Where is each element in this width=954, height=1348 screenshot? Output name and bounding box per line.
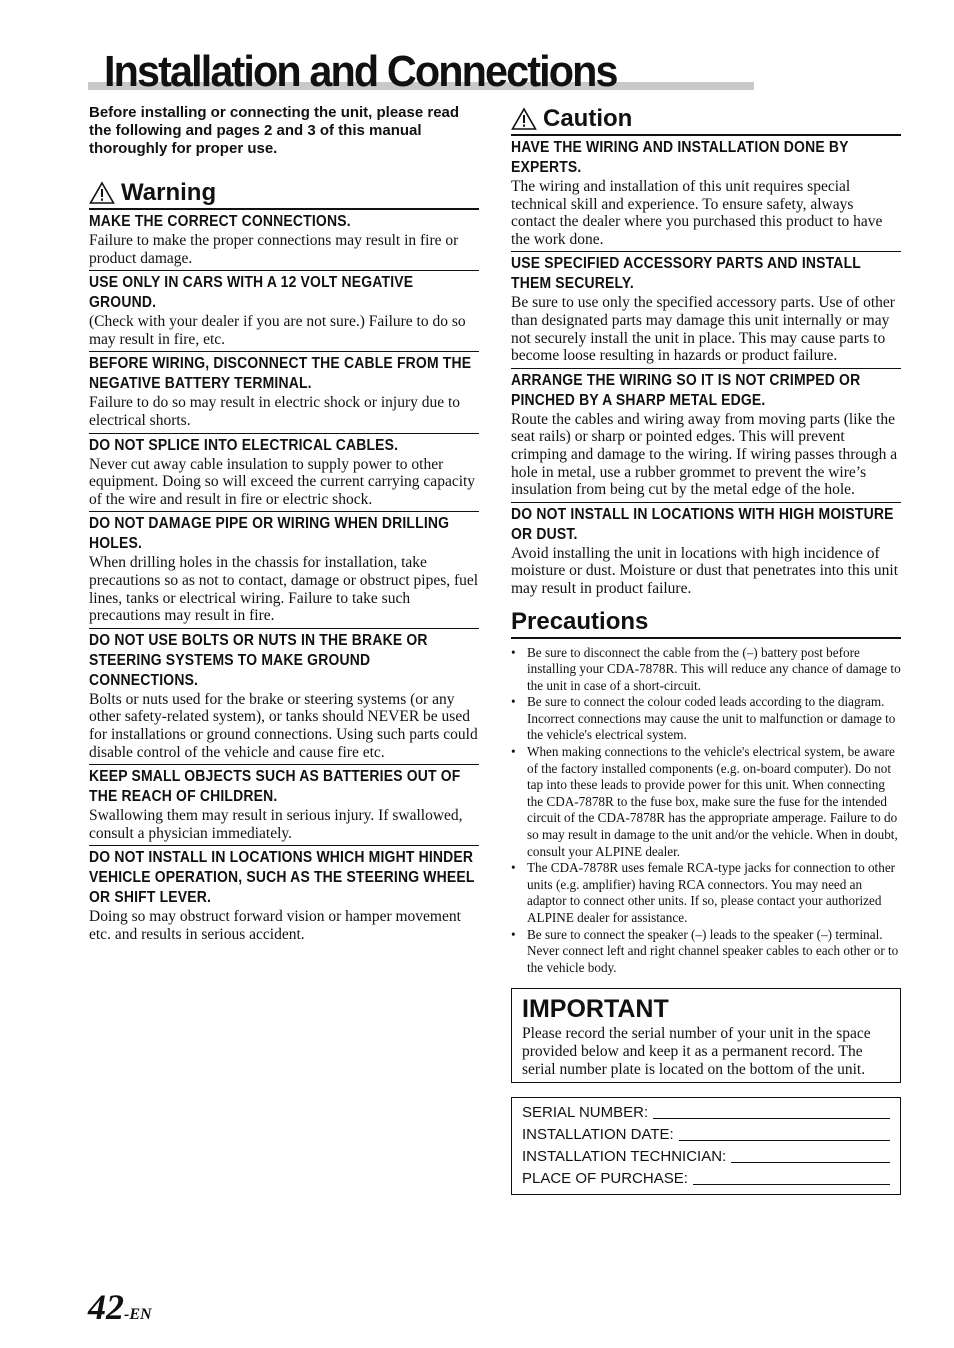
warning-item — [89, 846, 479, 946]
caution-triangle-icon — [511, 107, 537, 131]
warning-item — [89, 352, 479, 433]
warning-item-title: DO NOT INSTALL IN LOCATIONS WHICH MIGHT HINDER VEHICLE OPERATION, SUCH AS THE STEERING WHEEL OR SHIFT LEVER. — [89, 849, 475, 907]
place-of-purchase-line — [693, 1183, 890, 1185]
caution-heading — [511, 104, 901, 136]
warning-item-body: Swallowing them may result in serious injury. If swallowed, consult a physician immediately. — [89, 807, 463, 842]
precautions-heading: Precautions — [511, 607, 901, 639]
page-number — [88, 1286, 152, 1328]
place-of-purchase-label: PLACE OF PURCHASE: — [522, 1170, 688, 1188]
page-number-value: 42 — [88, 1287, 124, 1327]
bullet-icon: • — [511, 644, 516, 660]
list-item — [511, 645, 901, 695]
warning-item-body: Failure to do so may result in electric shock or injury due to electrical shorts. — [89, 394, 461, 429]
installation-technician-label: INSTALLATION TECHNICIAN: — [522, 1148, 727, 1166]
warning-item-title: BEFORE WIRING, DISCONNECT THE CABLE FROM THE NEGATIVE BATTERY TERMINAL. — [89, 355, 472, 393]
serial-number-row — [522, 1102, 890, 1124]
caution-item-title: HAVE THE WIRING AND INSTALLATION DONE BY EXPERTS. — [511, 139, 849, 176]
warning-item — [89, 434, 479, 513]
warning-list — [89, 210, 479, 946]
warning-item-title: DO NOT USE BOLTS OR NUTS IN THE BRAKE OR STEERING SYSTEMS TO MAKE GROUND CONNECTIONS. — [89, 631, 428, 689]
caution-heading-label: Caution — [543, 105, 633, 132]
caution-item-body: Avoid installing the unit in locations with high incidence of moisture or dust. Moisture or dust that penetrates into this unit may result in product failure. — [511, 544, 899, 597]
caution-item-title: DO NOT INSTALL IN LOCATIONS WITH HIGH MOISTURE OR DUST. — [511, 505, 894, 543]
caution-item-title: USE SPECIFIED ACCESSORY PARTS AND INSTALL THEM SECURELY. — [511, 255, 861, 293]
left-column — [89, 104, 479, 946]
installation-date-line — [679, 1139, 890, 1141]
warning-item-body: When drilling holes in the chassis for installation, take precautions so as not to contact, damage or obstruct pipes, fuel lines, tanks or electrical wiring. Failure to take such precautions may result in fire. — [89, 554, 479, 625]
caution-item — [511, 503, 901, 601]
precautions-list — [511, 645, 901, 977]
bullet-icon: • — [511, 860, 516, 876]
warning-item-body: Bolts or nuts used for the brake or steering systems (or any other safety-related system), or tanks should NEVER be used for installations or ground connections. Using such parts could disable control of the vehicle and cause fire etc. — [89, 690, 478, 761]
place-of-purchase-row — [522, 1168, 890, 1190]
serial-number-label: SERIAL NUMBER: — [522, 1104, 649, 1122]
warning-item-title: KEEP SMALL OBJECTS SUCH AS BATTERIES OUT OF THE REACH OF CHILDREN. — [89, 768, 461, 806]
list-item — [511, 927, 901, 977]
warning-item-title: DO NOT SPLICE INTO ELECTRICAL CABLES. — [89, 436, 399, 454]
warning-item-body: Never cut away cable insulation to supply power to other equipment. Doing so will exceed the current carrying capacity of the wire and result in fire or electric shock. — [89, 455, 476, 508]
caution-item-body: Route the cables and wiring away from moving parts (like the seat rails) or sharp or pointed edges. This will prevent crimping and damage to the wiring. If wiring passes through a hole in metal, use a rubber grommet to prevent the wire’s insulation from being cut by the metal edge of the hole. — [511, 410, 898, 499]
warning-item — [89, 765, 479, 846]
caution-item-body: Be sure to use only the specified accessory parts. Use of other than designated parts may damage this unit internally or may not securely install the unit in place. This may cause parts to become loose resulting in hazards or product failure. — [511, 294, 895, 365]
precaution-text: The CDA-7878R uses female RCA-type jacks for connection to other units (e.g. amplifier) having RCA connectors. You may need an adaptor to connect other units. If so, please contact your authorized ALPINE dealer for assistance. — [527, 860, 896, 925]
page-title: Installation and Connections — [104, 47, 617, 96]
precaution-text: Be sure to connect the colour coded leads according to the diagram. Incorrect connections may cause the unit to malfunction or damage to the vehicle's electrical system. — [527, 694, 896, 743]
right-column — [511, 104, 901, 1195]
important-body: Please record the serial number of your unit in the space provided below and keep it as a permanent record. The serial number plate is located on the bottom of the unit. — [522, 1025, 871, 1078]
record-form — [511, 1097, 901, 1195]
caution-item-body: The wiring and installation of this unit requires special technical skill and experience. To ensure safety, always contact the dealer where you purchased this product to have the work done. — [511, 178, 883, 248]
intro-text: Before installing or connecting the unit, please read the following and pages 2 and 3 of this manual thoroughly for proper use. — [89, 104, 460, 157]
bullet-icon: • — [511, 744, 516, 760]
bullet-icon: • — [511, 926, 516, 942]
warning-item-title: USE ONLY IN CARS WITH A 12 VOLT NEGATIVE GROUND. — [89, 274, 414, 312]
warning-item — [89, 629, 479, 765]
caution-item — [511, 252, 901, 368]
caution-item — [511, 136, 901, 252]
caution-list — [511, 136, 901, 601]
installation-date-label: INSTALLATION DATE: — [522, 1126, 674, 1144]
warning-item-title: MAKE THE CORRECT CONNECTIONS. — [89, 213, 351, 230]
list-item — [511, 694, 901, 744]
warning-item-body: (Check with your dealer if you are not sure.) Failure to do so may result in fire, etc. — [89, 313, 466, 348]
warning-item — [89, 271, 479, 352]
warning-item-body: Failure to make the proper connections may result in fire or product damage. — [89, 232, 459, 267]
warning-item — [89, 512, 479, 628]
warning-item-title: DO NOT DAMAGE PIPE OR WIRING WHEN DRILLING HOLES. — [89, 515, 450, 553]
important-box — [511, 988, 901, 1083]
serial-number-line — [653, 1117, 890, 1119]
installation-technician-row — [522, 1146, 890, 1168]
caution-item-title: ARRANGE THE WIRING SO IT IS NOT CRIMPED OR PINCHED BY A SHARP METAL EDGE. — [511, 371, 861, 409]
warning-heading — [89, 178, 479, 210]
precaution-text: Be sure to disconnect the cable from the (–) battery post before installing your CDA-7878R. This will reduce any chance of damage to the unit in case of a short-circuit. — [527, 644, 901, 693]
page-title-block — [88, 47, 754, 98]
page-number-suffix: -EN — [124, 1306, 152, 1323]
precaution-text: When making connections to the vehicle's electrical system, be aware of the factory installed components (e.g. on-board computer). Do not tap into these leads to provide power for this unit. When connecting the CDA-7878R to the fuse box, make sure the fuse for the intended circuit of the CDA-7878R has the appropriate amperage. Failure to do so may result in damage to the unit and/or the vehicle. When in doubt, consult your ALPINE dealer. — [527, 744, 898, 859]
bullet-icon: • — [511, 694, 516, 710]
list-item — [511, 744, 901, 860]
warning-triangle-icon — [89, 181, 115, 205]
precaution-text: Be sure to connect the speaker (–) leads to the speaker (–) terminal. Never connect left and right channel speaker cables to each other or to the vehicle body. — [527, 926, 899, 975]
warning-heading-label: Warning — [121, 179, 217, 206]
installation-technician-line — [731, 1161, 890, 1163]
warning-item-body: Doing so may obstruct forward vision or hamper movement etc. and results in serious accident. — [89, 908, 461, 943]
warning-item — [89, 210, 479, 271]
important-heading: IMPORTANT — [522, 995, 669, 1024]
list-item — [511, 860, 901, 926]
installation-date-row — [522, 1124, 890, 1146]
caution-item — [511, 369, 901, 503]
